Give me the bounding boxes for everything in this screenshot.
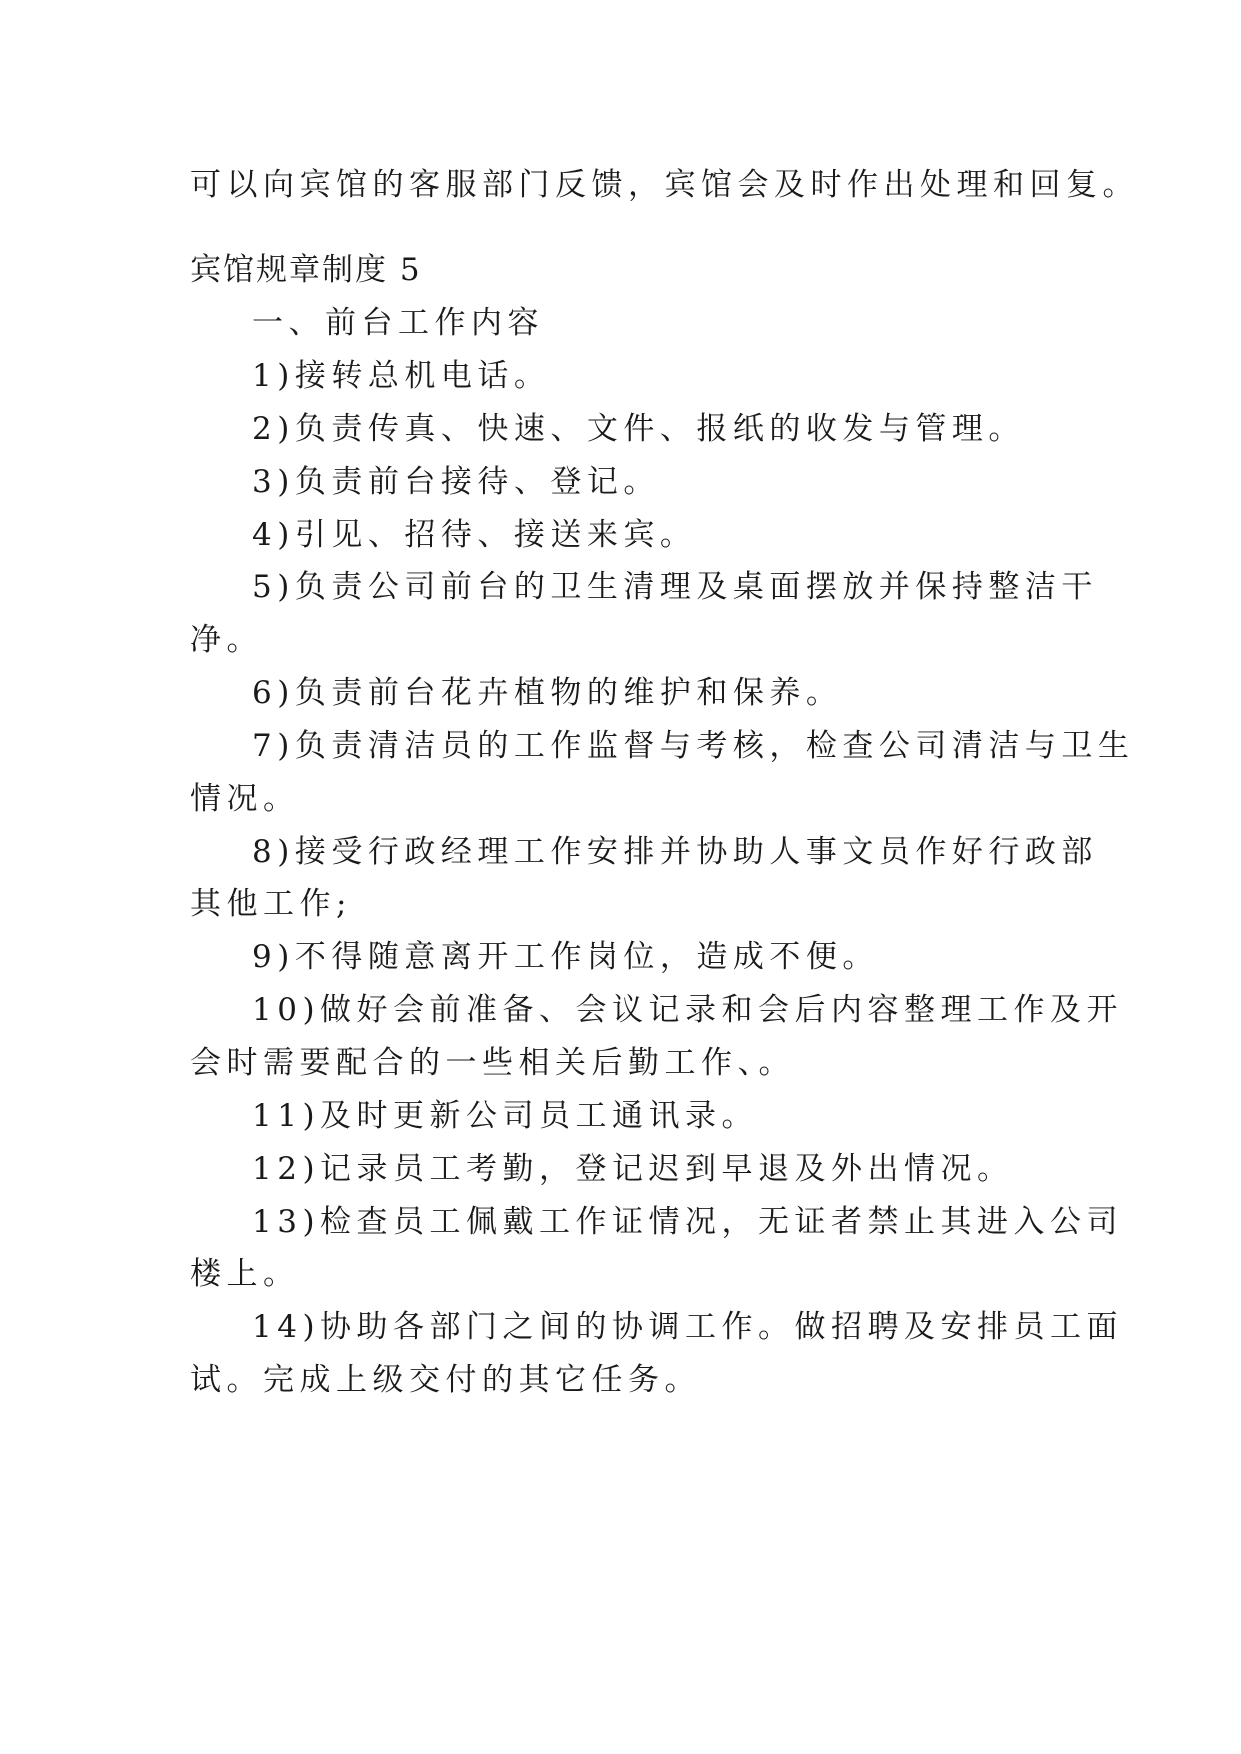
list-item-3: 3)负责前台接待、登记。 bbox=[252, 464, 660, 500]
list-item-8-continued: 其他工作; bbox=[190, 886, 352, 922]
list-item-11: 11)及时更新公司员工通讯录。 bbox=[252, 1098, 759, 1134]
list-item-8: 8)接受行政经理工作安排并协助人事文员作好行政部 bbox=[252, 834, 1098, 870]
list-item-4: 4)引见、招待、接送来宾。 bbox=[252, 517, 697, 553]
list-item-6: 6)负责前台花卉植物的维护和保养。 bbox=[252, 675, 843, 711]
list-item-12: 12)记录员工考勤，登记迟到早退及外出情况。 bbox=[252, 1151, 1014, 1187]
list-item-7-continued: 情况。 bbox=[190, 781, 300, 817]
list-item-9: 9)不得随意离开工作岗位，造成不便。 bbox=[252, 939, 879, 975]
intro-paragraph-tail: 可以向宾馆的客服部门反馈，宾馆会及时作出处理和回复。 bbox=[190, 167, 1139, 203]
list-item-13-continued: 楼上。 bbox=[190, 1256, 300, 1292]
list-item-5: 5)负责公司前台的卫生清理及桌面摆放并保持整洁干 bbox=[252, 569, 1098, 605]
list-item-2: 2)负责传真、快速、文件、报纸的收发与管理。 bbox=[252, 411, 1025, 447]
list-item-14-continued: 试。完成上级交付的其它任务。 bbox=[190, 1362, 701, 1398]
list-item-13: 13)检查员工佩戴工作证情况，无证者禁止其进入公司 bbox=[252, 1204, 1124, 1240]
list-item-10: 10)做好会前准备、会议记录和会后内容整理工作及开 bbox=[252, 992, 1124, 1028]
list-item-14: 14)协助各部门之间的协调工作。做招聘及安排员工面 bbox=[252, 1309, 1124, 1345]
list-item-5-continued: 净。 bbox=[190, 622, 263, 658]
list-item-10-continued: 会时需要配合的一些相关后勤工作、。 bbox=[190, 1045, 795, 1081]
section-title: 宾馆规章制度 5 bbox=[190, 252, 422, 288]
section-heading: 一、前台工作内容 bbox=[252, 305, 544, 341]
list-item-7: 7)负责清洁员的工作监督与考核，检查公司清洁与卫生 bbox=[252, 728, 1135, 764]
list-item-1: 1)接转总机电话。 bbox=[252, 358, 551, 394]
